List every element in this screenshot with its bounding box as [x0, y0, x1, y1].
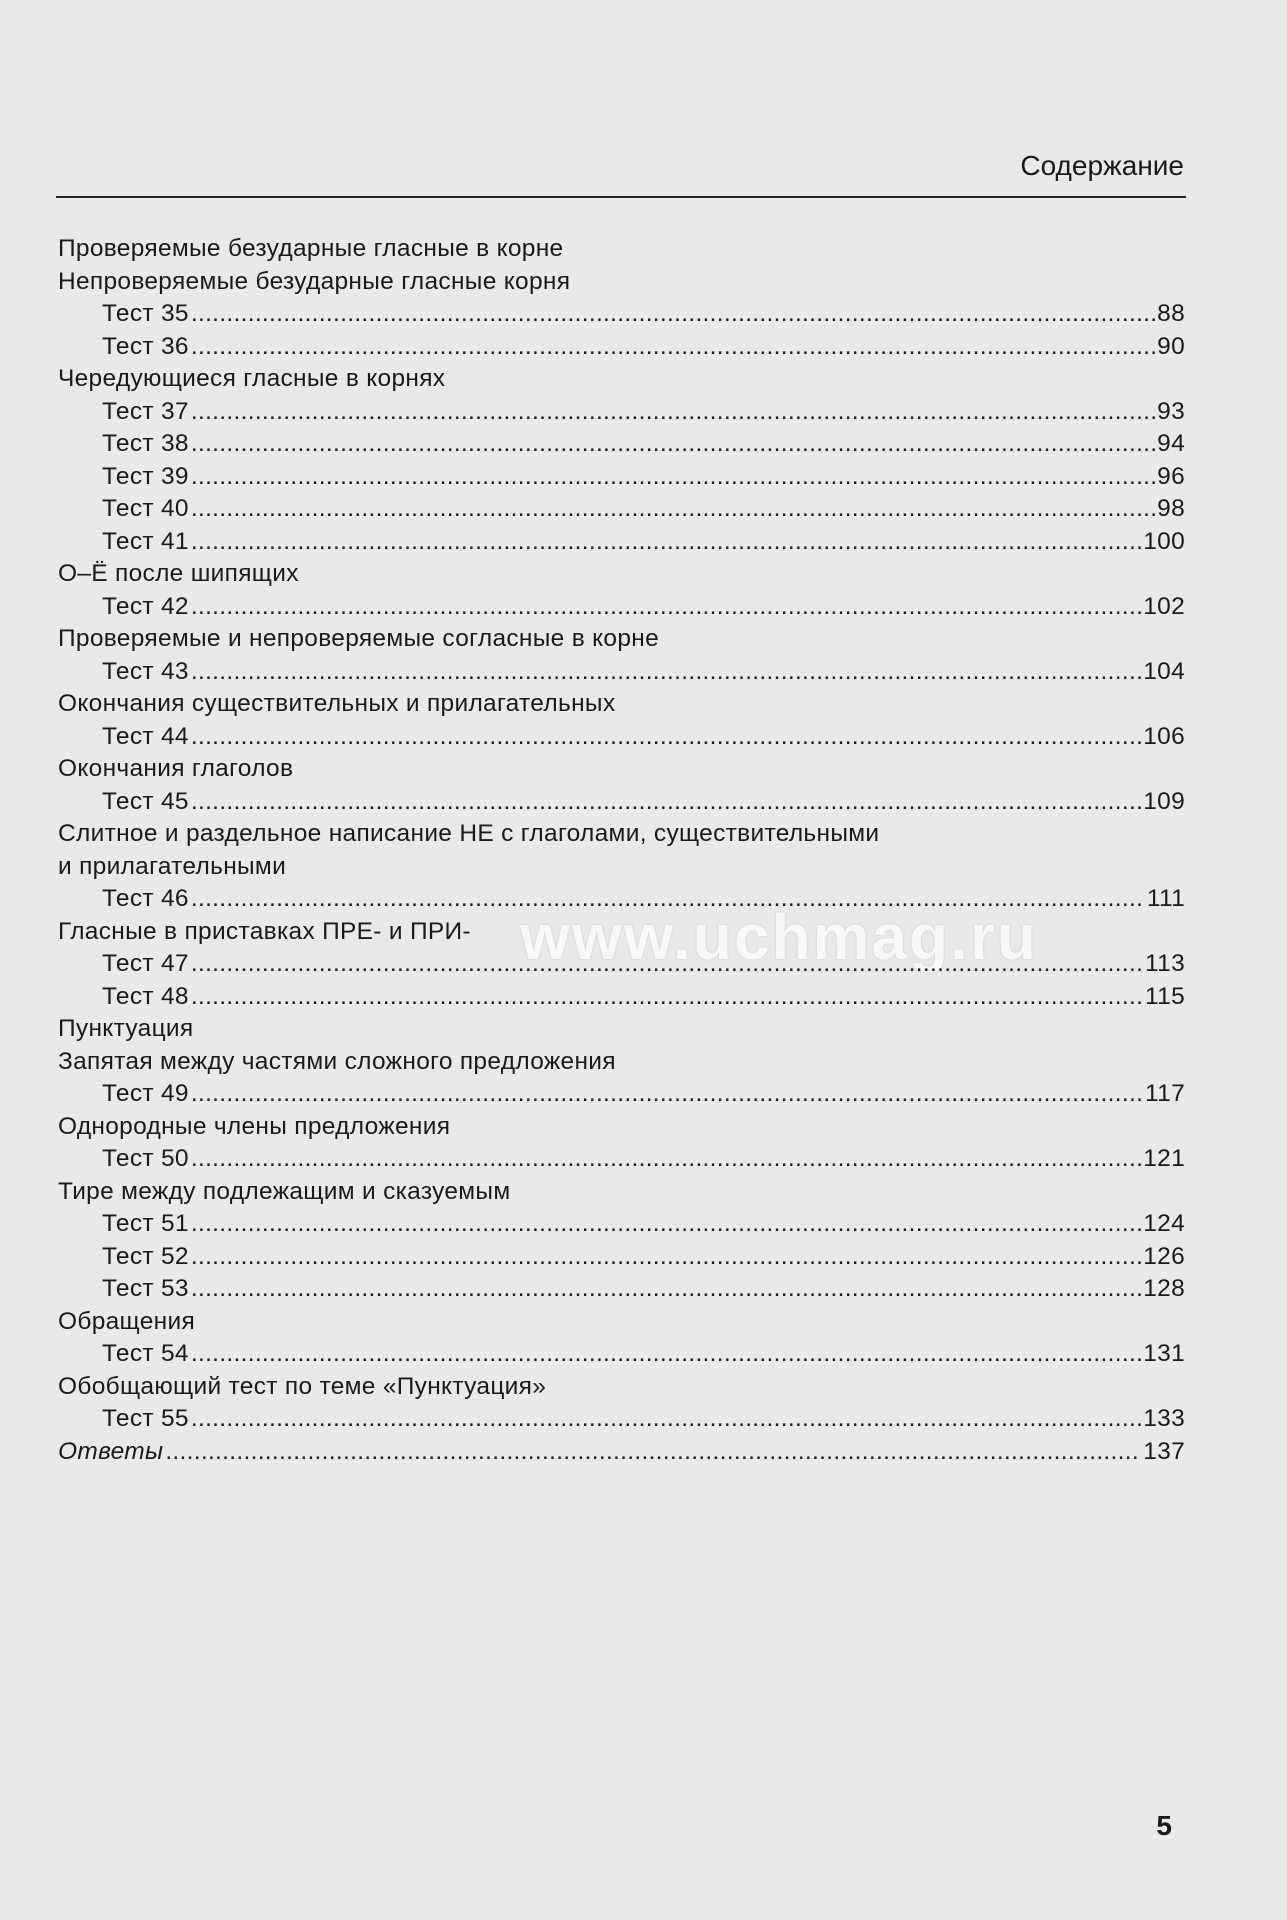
toc-entry-label: Тест 54	[102, 1340, 189, 1367]
toc-entry-page: 88	[1157, 300, 1185, 327]
toc-entry-page: 128	[1143, 1275, 1185, 1302]
toc-section-heading: О–Ё после шипящих	[58, 560, 299, 587]
toc-entry-label: Тест 39	[102, 462, 189, 490]
toc-entry-label: Тест 45	[102, 787, 189, 815]
toc-entry-page: 117	[1145, 1080, 1185, 1107]
toc-section-heading: Гласные в приставках ПРЕ- и ПРИ-	[58, 917, 471, 945]
toc-section-heading: Пунктуация	[58, 1015, 194, 1042]
toc-section-heading: и прилагательными	[58, 852, 287, 880]
toc-entry[interactable]	[58, 1143, 1185, 1176]
page-title: Содержание	[1020, 150, 1184, 181]
toc-entry-page: 131	[1143, 1340, 1185, 1367]
dot-leader	[191, 981, 1143, 1014]
toc-entry-page: 115	[1145, 982, 1185, 1010]
toc-entry-label: Тест 42	[102, 592, 189, 620]
dot-leader	[191, 786, 1141, 819]
toc-entry-page: 102	[1143, 592, 1185, 620]
toc-section-heading: Проверяемые и непроверяемые согласные в корне	[58, 625, 660, 652]
toc-entry-page: 124	[1143, 1210, 1185, 1237]
toc-entry[interactable]	[58, 786, 1185, 819]
toc-entry-page: 100	[1143, 527, 1185, 555]
toc-entry-label: Тест 38	[102, 430, 189, 457]
dot-leader	[191, 656, 1141, 689]
toc-entry-page: 109	[1143, 787, 1185, 815]
dot-leader	[191, 1273, 1141, 1306]
dot-leader	[165, 1436, 1141, 1469]
toc-entry[interactable]	[58, 298, 1185, 331]
dot-leader	[191, 331, 1155, 364]
toc-section-heading: Непроверяемые безударные гласные корня	[58, 267, 571, 295]
toc-entry-label: Тест 53	[102, 1275, 189, 1302]
toc-entry-page: 98	[1157, 495, 1185, 522]
toc-entry[interactable]	[58, 1241, 1185, 1274]
toc-entry-page: 121	[1143, 1145, 1185, 1172]
toc-entry-label: Тест 49	[102, 1080, 189, 1107]
dot-leader	[191, 1143, 1141, 1176]
watermark: www.uchmag.ru	[520, 901, 1038, 973]
toc-entry-page: 96	[1157, 462, 1185, 490]
toc-entry-page: 90	[1157, 332, 1185, 360]
toc-entry-page: 137	[1143, 1437, 1185, 1465]
dot-leader	[191, 1403, 1141, 1436]
toc-section-heading: Слитное и раздельное написание НЕ с глаголами, существительными	[58, 820, 880, 847]
toc-section-heading: Чередующиеся гласные в корнях	[58, 365, 446, 392]
toc-entry-label: Тест 37	[102, 397, 189, 425]
toc-entry[interactable]	[58, 1436, 1185, 1469]
dot-leader	[191, 428, 1155, 461]
toc-section-heading: Обобщающий тест по теме «Пунктуация»	[58, 1372, 547, 1400]
toc-entry-page: 104	[1143, 657, 1185, 685]
page-number: 5	[1156, 1810, 1172, 1841]
toc-entry[interactable]	[58, 526, 1185, 559]
toc-section-heading: Проверяемые безударные гласные в корне	[58, 235, 564, 262]
dot-leader	[191, 396, 1155, 429]
toc-entry-label: Тест 50	[102, 1145, 189, 1172]
dot-leader	[191, 1338, 1141, 1371]
toc-entry-page: 113	[1145, 950, 1185, 977]
toc-entry-label: Тест 36	[102, 332, 189, 360]
toc-entry-label: Тест 48	[102, 982, 189, 1010]
toc-entry-label: Тест 52	[102, 1242, 189, 1270]
toc-entry[interactable]	[58, 493, 1185, 526]
dot-leader	[191, 1208, 1141, 1241]
toc-entry-label: Тест 40	[102, 495, 189, 522]
toc-entry[interactable]	[58, 981, 1185, 1014]
toc-entry-label: Тест 44	[102, 722, 189, 750]
toc-entry[interactable]	[58, 883, 1185, 916]
toc-entry[interactable]	[58, 1078, 1185, 1111]
toc-entry-page: 111	[1146, 885, 1185, 912]
toc-entry-label: Тест 35	[102, 300, 189, 327]
toc-entry-page: 133	[1143, 1405, 1185, 1432]
toc-entry-label: Тест 41	[102, 527, 189, 555]
dot-leader	[191, 883, 1145, 916]
dot-leader	[191, 298, 1155, 331]
toc-entry-label: Тест 55	[102, 1405, 189, 1432]
toc-entry-label: Тест 51	[102, 1210, 189, 1237]
dot-leader	[191, 461, 1155, 494]
toc-section-heading: Окончания существительных и прилагательных	[58, 690, 616, 717]
dot-leader	[191, 591, 1141, 624]
toc-section-heading: Запятая между частями сложного предложения	[58, 1047, 616, 1075]
toc-entry-page: 126	[1143, 1242, 1185, 1270]
dot-leader	[191, 721, 1141, 754]
toc-entry-label: Ответы	[58, 1437, 164, 1465]
toc-entry-label: Тест 47	[102, 950, 189, 977]
dot-leader	[191, 526, 1141, 559]
dot-leader	[191, 948, 1143, 981]
dot-leader	[191, 1078, 1143, 1111]
toc-entry[interactable]	[58, 1208, 1185, 1241]
table-of-contents	[58, 233, 1185, 1468]
toc-entry[interactable]	[58, 1338, 1185, 1371]
toc-entry-page: 93	[1157, 397, 1185, 425]
toc-section-heading: Однородные члены предложения	[58, 1112, 451, 1140]
toc-entry[interactable]	[58, 591, 1185, 624]
toc-entry-label: Тест 43	[102, 657, 189, 685]
toc-entry-page: 106	[1143, 722, 1185, 750]
toc-entry[interactable]	[58, 1403, 1185, 1436]
toc-entry-page: 94	[1157, 430, 1185, 457]
toc-entry[interactable]	[58, 428, 1185, 461]
toc-section-heading: Обращения	[58, 1307, 196, 1335]
toc-section-heading: Тире между подлежащим и сказуемым	[58, 1177, 511, 1205]
toc-section-heading: Окончания глаголов	[58, 755, 294, 782]
toc-entry[interactable]	[58, 461, 1185, 494]
toc-entry[interactable]	[58, 948, 1185, 981]
toc-entry[interactable]	[58, 396, 1185, 429]
toc-entry[interactable]	[58, 1273, 1185, 1306]
dot-leader	[191, 493, 1155, 526]
toc-entry-label: Тест 46	[102, 885, 189, 912]
header-divider	[56, 196, 1186, 198]
toc-entry[interactable]	[58, 331, 1185, 364]
toc-entry[interactable]	[58, 721, 1185, 754]
toc-entry[interactable]	[58, 656, 1185, 689]
dot-leader	[191, 1241, 1141, 1274]
